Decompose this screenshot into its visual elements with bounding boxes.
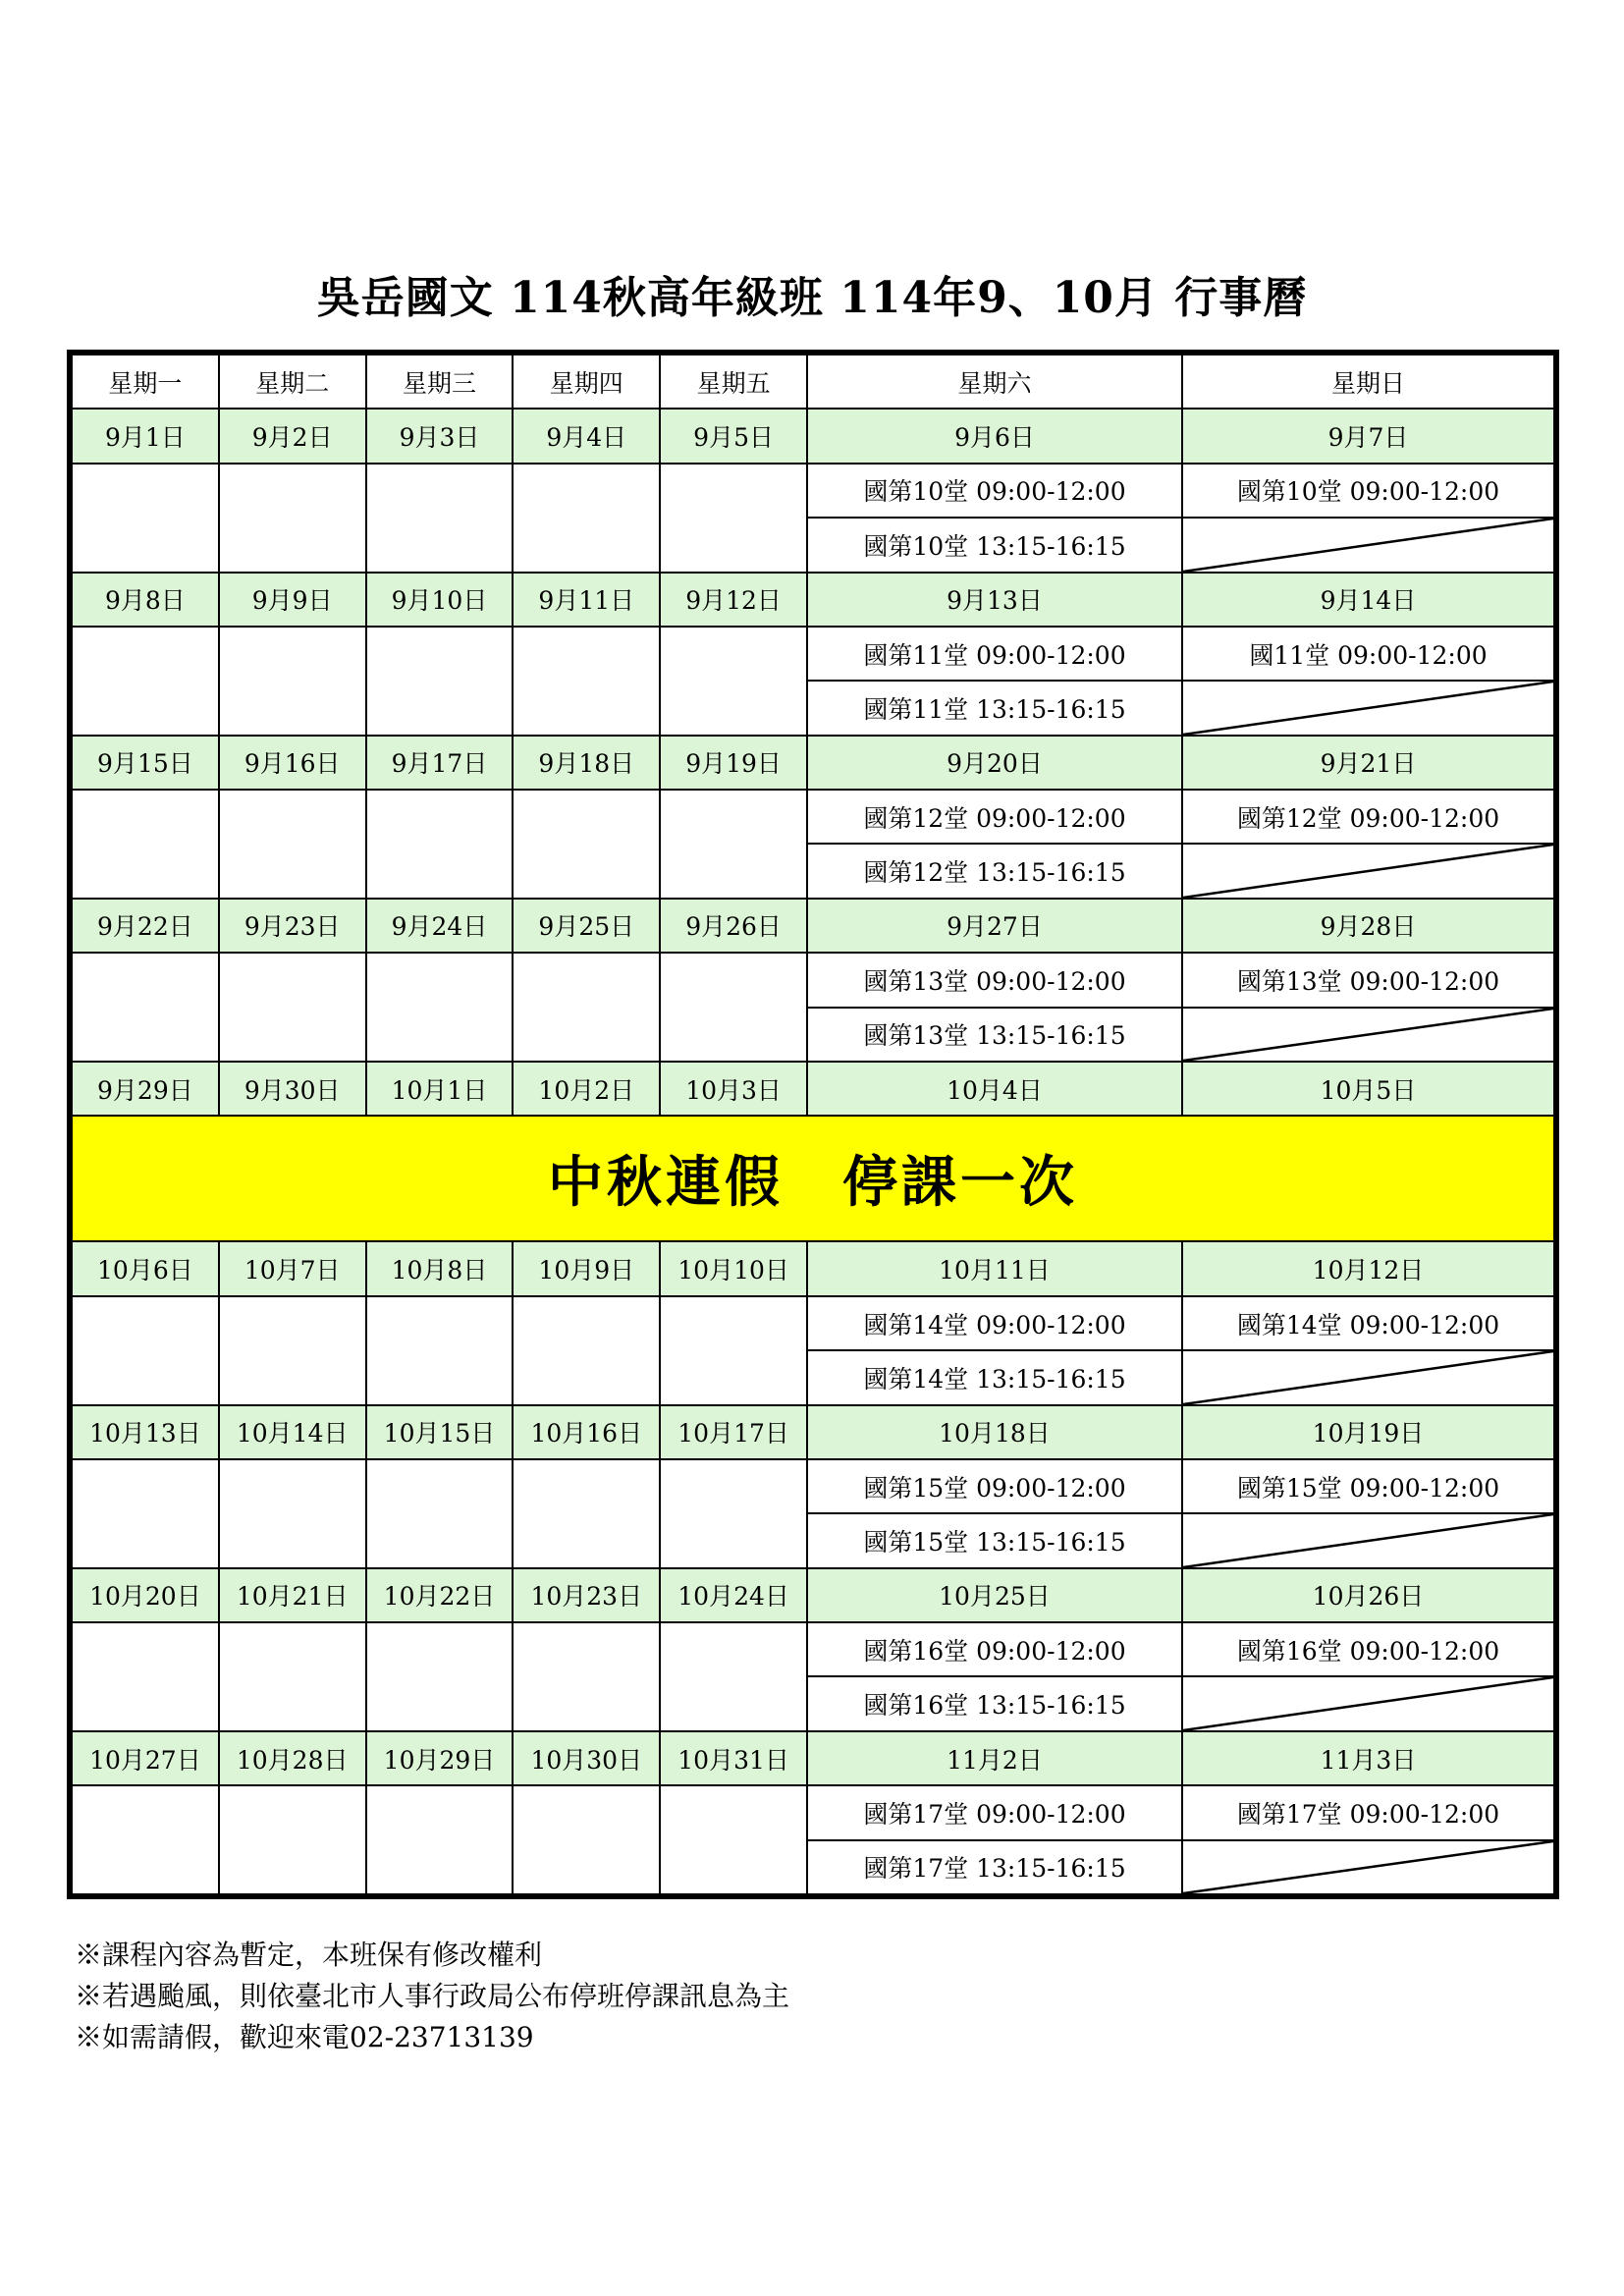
date-cell: 10月13日	[72, 1405, 219, 1459]
date-cell: 10月7日	[219, 1241, 366, 1295]
date-cell: 9月19日	[660, 736, 807, 790]
sunday-morning-session: 國第14堂 09:00-12:00	[1182, 1296, 1554, 1350]
sunday-afternoon-empty-slash	[1182, 1008, 1554, 1062]
saturday-morning-session: 國第16堂 09:00-12:00	[807, 1622, 1182, 1676]
date-cell: 9月15日	[72, 736, 219, 790]
date-cell: 10月28日	[219, 1731, 366, 1785]
date-cell: 10月2日	[513, 1062, 660, 1116]
weekday-empty-cell	[366, 1622, 514, 1731]
note-2: ※若遇颱風，則依臺北市人事行政局公布停班停課訊息為主	[75, 1980, 790, 2012]
weekday-empty-cell	[513, 953, 660, 1062]
date-cell: 9月28日	[1182, 899, 1554, 953]
weekday-empty-cell	[513, 1296, 660, 1405]
weekday-empty-cell	[219, 1785, 366, 1894]
weekday-empty-cell	[660, 790, 807, 899]
weekday-header: 星期二	[219, 355, 366, 409]
weekday-empty-cell	[513, 464, 660, 573]
sunday-afternoon-empty-slash	[1182, 681, 1554, 735]
date-cell: 9月22日	[72, 899, 219, 953]
saturday-afternoon-session: 國第12堂 13:15-16:15	[807, 844, 1182, 898]
calendar-table	[67, 350, 1559, 1899]
date-cell: 10月20日	[72, 1568, 219, 1622]
sunday-morning-session: 國第16堂 09:00-12:00	[1182, 1622, 1554, 1676]
weekday-empty-cell	[513, 1459, 660, 1568]
date-cell: 10月19日	[1182, 1405, 1554, 1459]
date-cell: 9月27日	[807, 899, 1182, 953]
sunday-afternoon-empty-slash	[1182, 844, 1554, 898]
saturday-afternoon-session: 國第13堂 13:15-16:15	[807, 1008, 1182, 1062]
date-cell: 9月1日	[72, 409, 219, 463]
date-cell: 10月29日	[366, 1731, 514, 1785]
weekday-empty-cell	[513, 1622, 660, 1731]
saturday-afternoon-session: 國第14堂 13:15-16:15	[807, 1350, 1182, 1404]
date-cell: 10月9日	[513, 1241, 660, 1295]
date-cell: 9月14日	[1182, 573, 1554, 627]
weekday-empty-cell	[660, 1459, 807, 1568]
weekday-empty-cell	[72, 790, 219, 899]
saturday-morning-session: 國第10堂 09:00-12:00	[807, 464, 1182, 518]
date-cell: 9月2日	[219, 409, 366, 463]
weekday-empty-cell	[219, 790, 366, 899]
date-cell: 9月7日	[1182, 409, 1554, 463]
weekday-empty-cell	[366, 1296, 514, 1405]
date-cell: 9月4日	[513, 409, 660, 463]
weekday-empty-cell	[219, 1622, 366, 1731]
weekday-empty-cell	[513, 1785, 660, 1894]
weekday-empty-cell	[513, 790, 660, 899]
date-cell: 10月22日	[366, 1568, 514, 1622]
weekday-empty-cell	[513, 627, 660, 736]
saturday-afternoon-session: 國第16堂 13:15-16:15	[807, 1676, 1182, 1730]
date-cell: 10月1日	[366, 1062, 514, 1116]
weekday-empty-cell	[72, 464, 219, 573]
date-cell: 10月26日	[1182, 1568, 1554, 1622]
saturday-afternoon-session: 國第10堂 13:15-16:15	[807, 518, 1182, 572]
date-cell: 9月12日	[660, 573, 807, 627]
date-cell: 10月23日	[513, 1568, 660, 1622]
date-cell: 10月10日	[660, 1241, 807, 1295]
weekday-empty-cell	[660, 1785, 807, 1894]
weekday-header: 星期五	[660, 355, 807, 409]
weekday-empty-cell	[366, 1459, 514, 1568]
date-cell: 9月17日	[366, 736, 514, 790]
holiday-note: 停課一次	[842, 1150, 1078, 1216]
weekday-empty-cell	[366, 953, 514, 1062]
date-cell: 10月17日	[660, 1405, 807, 1459]
date-cell: 10月31日	[660, 1731, 807, 1785]
sunday-morning-session: 國第17堂 09:00-12:00	[1182, 1785, 1554, 1839]
date-cell: 10月14日	[219, 1405, 366, 1459]
date-cell: 9月26日	[660, 899, 807, 953]
saturday-morning-session: 國第12堂 09:00-12:00	[807, 790, 1182, 844]
date-cell: 10月11日	[807, 1241, 1182, 1295]
date-cell: 10月5日	[1182, 1062, 1554, 1116]
weekday-empty-cell	[660, 1622, 807, 1731]
date-cell: 9月6日	[807, 409, 1182, 463]
date-cell: 11月3日	[1182, 1731, 1554, 1785]
weekday-empty-cell	[219, 464, 366, 573]
saturday-afternoon-session: 國第15堂 13:15-16:15	[807, 1513, 1182, 1567]
weekday-empty-cell	[219, 627, 366, 736]
date-cell: 10月24日	[660, 1568, 807, 1622]
date-cell: 10月3日	[660, 1062, 807, 1116]
sunday-afternoon-empty-slash	[1182, 518, 1554, 572]
saturday-morning-session: 國第14堂 09:00-12:00	[807, 1296, 1182, 1350]
date-cell: 10月25日	[807, 1568, 1182, 1622]
weekday-empty-cell	[366, 790, 514, 899]
date-cell: 11月2日	[807, 1731, 1182, 1785]
saturday-morning-session: 國第17堂 09:00-12:00	[807, 1785, 1182, 1839]
date-cell: 9月23日	[219, 899, 366, 953]
date-cell: 9月21日	[1182, 736, 1554, 790]
sunday-morning-session: 國第12堂 09:00-12:00	[1182, 790, 1554, 844]
date-cell: 10月15日	[366, 1405, 514, 1459]
date-cell: 10月4日	[807, 1062, 1182, 1116]
weekday-empty-cell	[366, 627, 514, 736]
weekday-empty-cell	[72, 1296, 219, 1405]
weekday-empty-cell	[660, 1296, 807, 1405]
date-cell: 9月29日	[72, 1062, 219, 1116]
date-cell: 10月8日	[366, 1241, 514, 1295]
note-3: ※如需請假，歡迎來電02-23713139	[75, 2021, 534, 2053]
saturday-morning-session: 國第13堂 09:00-12:00	[807, 953, 1182, 1007]
weekday-empty-cell	[72, 1459, 219, 1568]
date-cell: 10月6日	[72, 1241, 219, 1295]
weekday-empty-cell	[72, 1622, 219, 1731]
date-cell: 10月16日	[513, 1405, 660, 1459]
date-cell: 9月10日	[366, 573, 514, 627]
weekday-empty-cell	[219, 1459, 366, 1568]
date-cell: 9月16日	[219, 736, 366, 790]
saturday-afternoon-session: 國第11堂 13:15-16:15	[807, 681, 1182, 735]
date-cell: 10月18日	[807, 1405, 1182, 1459]
weekday-empty-cell	[72, 627, 219, 736]
date-cell: 9月9日	[219, 573, 366, 627]
date-cell: 10月21日	[219, 1568, 366, 1622]
saturday-afternoon-session: 國第17堂 13:15-16:15	[807, 1840, 1182, 1894]
date-cell: 10月27日	[72, 1731, 219, 1785]
weekday-empty-cell	[219, 953, 366, 1062]
note-1: ※課程內容為暫定，本班保有修改權利	[75, 1939, 543, 1971]
weekday-empty-cell	[72, 1785, 219, 1894]
sunday-afternoon-empty-slash	[1182, 1676, 1554, 1730]
weekday-empty-cell	[72, 953, 219, 1062]
sunday-morning-session: 國11堂 09:00-12:00	[1182, 627, 1554, 681]
date-cell: 9月30日	[219, 1062, 366, 1116]
date-cell: 9月5日	[660, 409, 807, 463]
date-cell: 9月20日	[807, 736, 1182, 790]
date-cell: 9月8日	[72, 573, 219, 627]
weekday-empty-cell	[660, 627, 807, 736]
weekday-header: 星期六	[807, 355, 1182, 409]
sunday-morning-session: 國第15堂 09:00-12:00	[1182, 1459, 1554, 1513]
sunday-morning-session: 國第10堂 09:00-12:00	[1182, 464, 1554, 518]
date-cell: 10月12日	[1182, 1241, 1554, 1295]
date-cell: 9月13日	[807, 573, 1182, 627]
saturday-morning-session: 國第15堂 09:00-12:00	[807, 1459, 1182, 1513]
date-cell: 10月30日	[513, 1731, 660, 1785]
page-title: 吳岳國文 114秋高年級班 114年9、10月 行事曆	[316, 273, 1308, 323]
notes	[75, 1935, 789, 2058]
weekday-empty-cell	[366, 464, 514, 573]
weekday-header: 星期日	[1182, 355, 1554, 409]
weekday-empty-cell	[219, 1296, 366, 1405]
sunday-afternoon-empty-slash	[1182, 1840, 1554, 1894]
date-cell: 9月3日	[366, 409, 514, 463]
sunday-afternoon-empty-slash	[1182, 1513, 1554, 1567]
holiday-banner	[72, 1116, 1554, 1241]
weekday-empty-cell	[366, 1785, 514, 1894]
weekday-empty-cell	[660, 464, 807, 573]
weekday-header: 星期三	[366, 355, 514, 409]
sunday-morning-session: 國第13堂 09:00-12:00	[1182, 953, 1554, 1007]
date-cell: 9月25日	[513, 899, 660, 953]
date-cell: 9月11日	[513, 573, 660, 627]
date-cell: 9月18日	[513, 736, 660, 790]
holiday-label: 中秋連假	[548, 1150, 784, 1216]
weekday-header: 星期一	[72, 355, 219, 409]
saturday-morning-session: 國第11堂 09:00-12:00	[807, 627, 1182, 681]
date-cell: 9月24日	[366, 899, 514, 953]
sunday-afternoon-empty-slash	[1182, 1350, 1554, 1404]
weekday-header: 星期四	[513, 355, 660, 409]
weekday-empty-cell	[660, 953, 807, 1062]
